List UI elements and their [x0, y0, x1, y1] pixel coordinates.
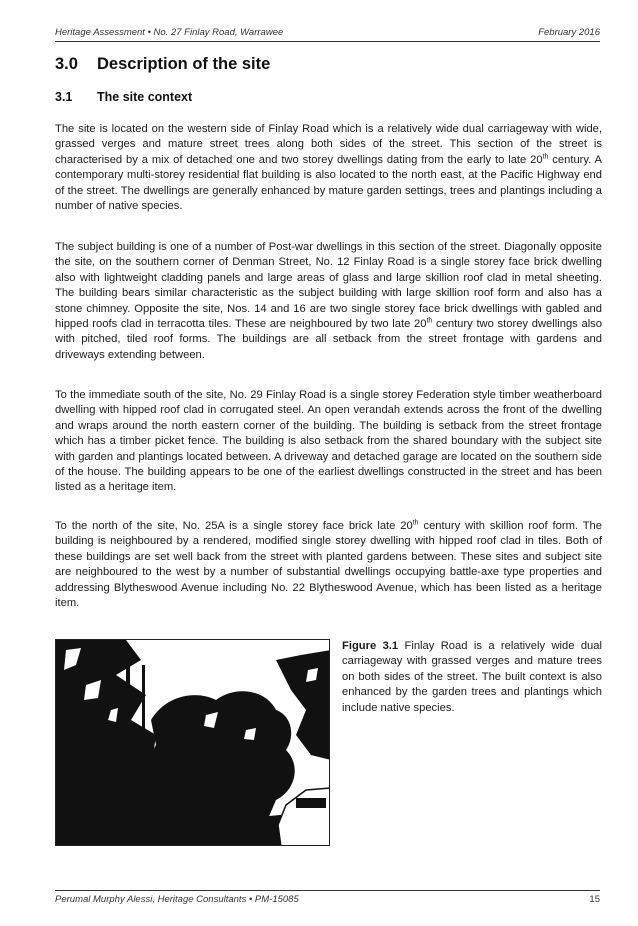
paragraph-south-site: To the immediate south of the site, No. 29 Finlay Road is a single storey Federation style timber weatherboard dwelling with hipped roof clad in corrugated steel. An open verandah extends across the front of the dwelling and wraps around the north eastern corner of the building. The building is setback from the street frontage which has a timber picket fence. The building is also setback from the shared boundary with the subject site with garden and plantings located between. A driveway and detached garage are located on the southern side of the house. The building appears to be one of the earliest dwellings constructed in the street and has been listed as a heritage item. — [55, 389, 602, 494]
subsection-heading — [55, 90, 192, 104]
superscript: th — [412, 519, 419, 527]
figure-label: Figure 3.1 — [342, 640, 399, 652]
subsection-title: The site context — [97, 90, 193, 104]
paragraph-site-location — [55, 122, 602, 214]
header-title: Heritage Assessment • No. 27 Finlay Road, Warrawee — [55, 27, 284, 38]
footer-consultant: Perumal Murphy Alessi, Heritage Consultants • PM-15085 — [55, 894, 299, 905]
figure-caption — [342, 639, 602, 716]
street-photo — [55, 639, 330, 846]
page-number: 15 — [589, 894, 600, 905]
header-date: February 2016 — [538, 27, 600, 38]
section-heading — [55, 55, 270, 74]
section-number: 3.0 — [55, 55, 78, 73]
figure-caption-text: Finlay Road is a relatively wide dual carriageway with grassed verges and mature trees on both sides of the street. The built context is also enhanced by the garden trees and plantings which include native species. — [342, 640, 602, 714]
paragraph-text: To the north of the site, No. 25A is a single storey face brick late 20 — [55, 520, 413, 532]
paragraph-text: century two storey dwellings also with pitched, tiled roof forms. The buildings are all setback from the street frontage with gardens and driveways extending between. — [55, 318, 602, 361]
subsection-number: 3.1 — [55, 90, 73, 104]
paragraph-text: The site is located on the western side of Finlay Road which is a relatively wide dual carriageway with wide, grassed verges and mature street trees along both sides of the street. This section of the street is characterised by a mix of detached one and two storey dwellings dating from the early to late 20 — [55, 123, 602, 166]
superscript: th — [542, 153, 549, 161]
paragraph-subject-building — [55, 240, 602, 363]
street-photo-image — [56, 640, 330, 846]
section-title: Description of the site — [97, 55, 271, 73]
paragraph-text: century. A contemporary multi-storey residential flat building is also located to the north east, at the Pacific Highway end of the street. The dwellings are generally enhanced by mature garden settings, trees and plantings including a number of native species. — [55, 153, 602, 213]
superscript: th — [426, 317, 433, 325]
paragraph-text: The subject building is one of a number of Post-war dwellings in this section of the street. Diagonally opposite the site, on the southern corner of Denman Street, No. 12 Finlay Road is a single storey face brick dwelling also with lightweight cladding panels and large areas of glass and large skillion roof clad in metal sheeting. The building bears similar characteristic as the subject building with large skillion roof form and also has a stone chimney. Opposite the site, Nos. 14 and 16 are two single storey face brick dwellings with gabled and hipped roofs clad in terracotta tiles. These are neighboured by two late 20 — [55, 241, 602, 331]
page-header — [55, 27, 600, 42]
paragraph-text: century with skillion roof form. The building is neighboured by a rendered, modified single storey dwelling with hipped roof clad in tiles. Both of these buildings are set well back from the street with planted gardens between. These sites and subject site are neighboured to the west by a number of substantial dwellings occupying battle-axe type properties and addressing Blytheswood Avenue including No. 22 Blytheswood Avenue, which has been listed as a heritage item. — [55, 520, 602, 610]
page-footer — [55, 890, 600, 908]
paragraph-north-site — [55, 519, 602, 611]
